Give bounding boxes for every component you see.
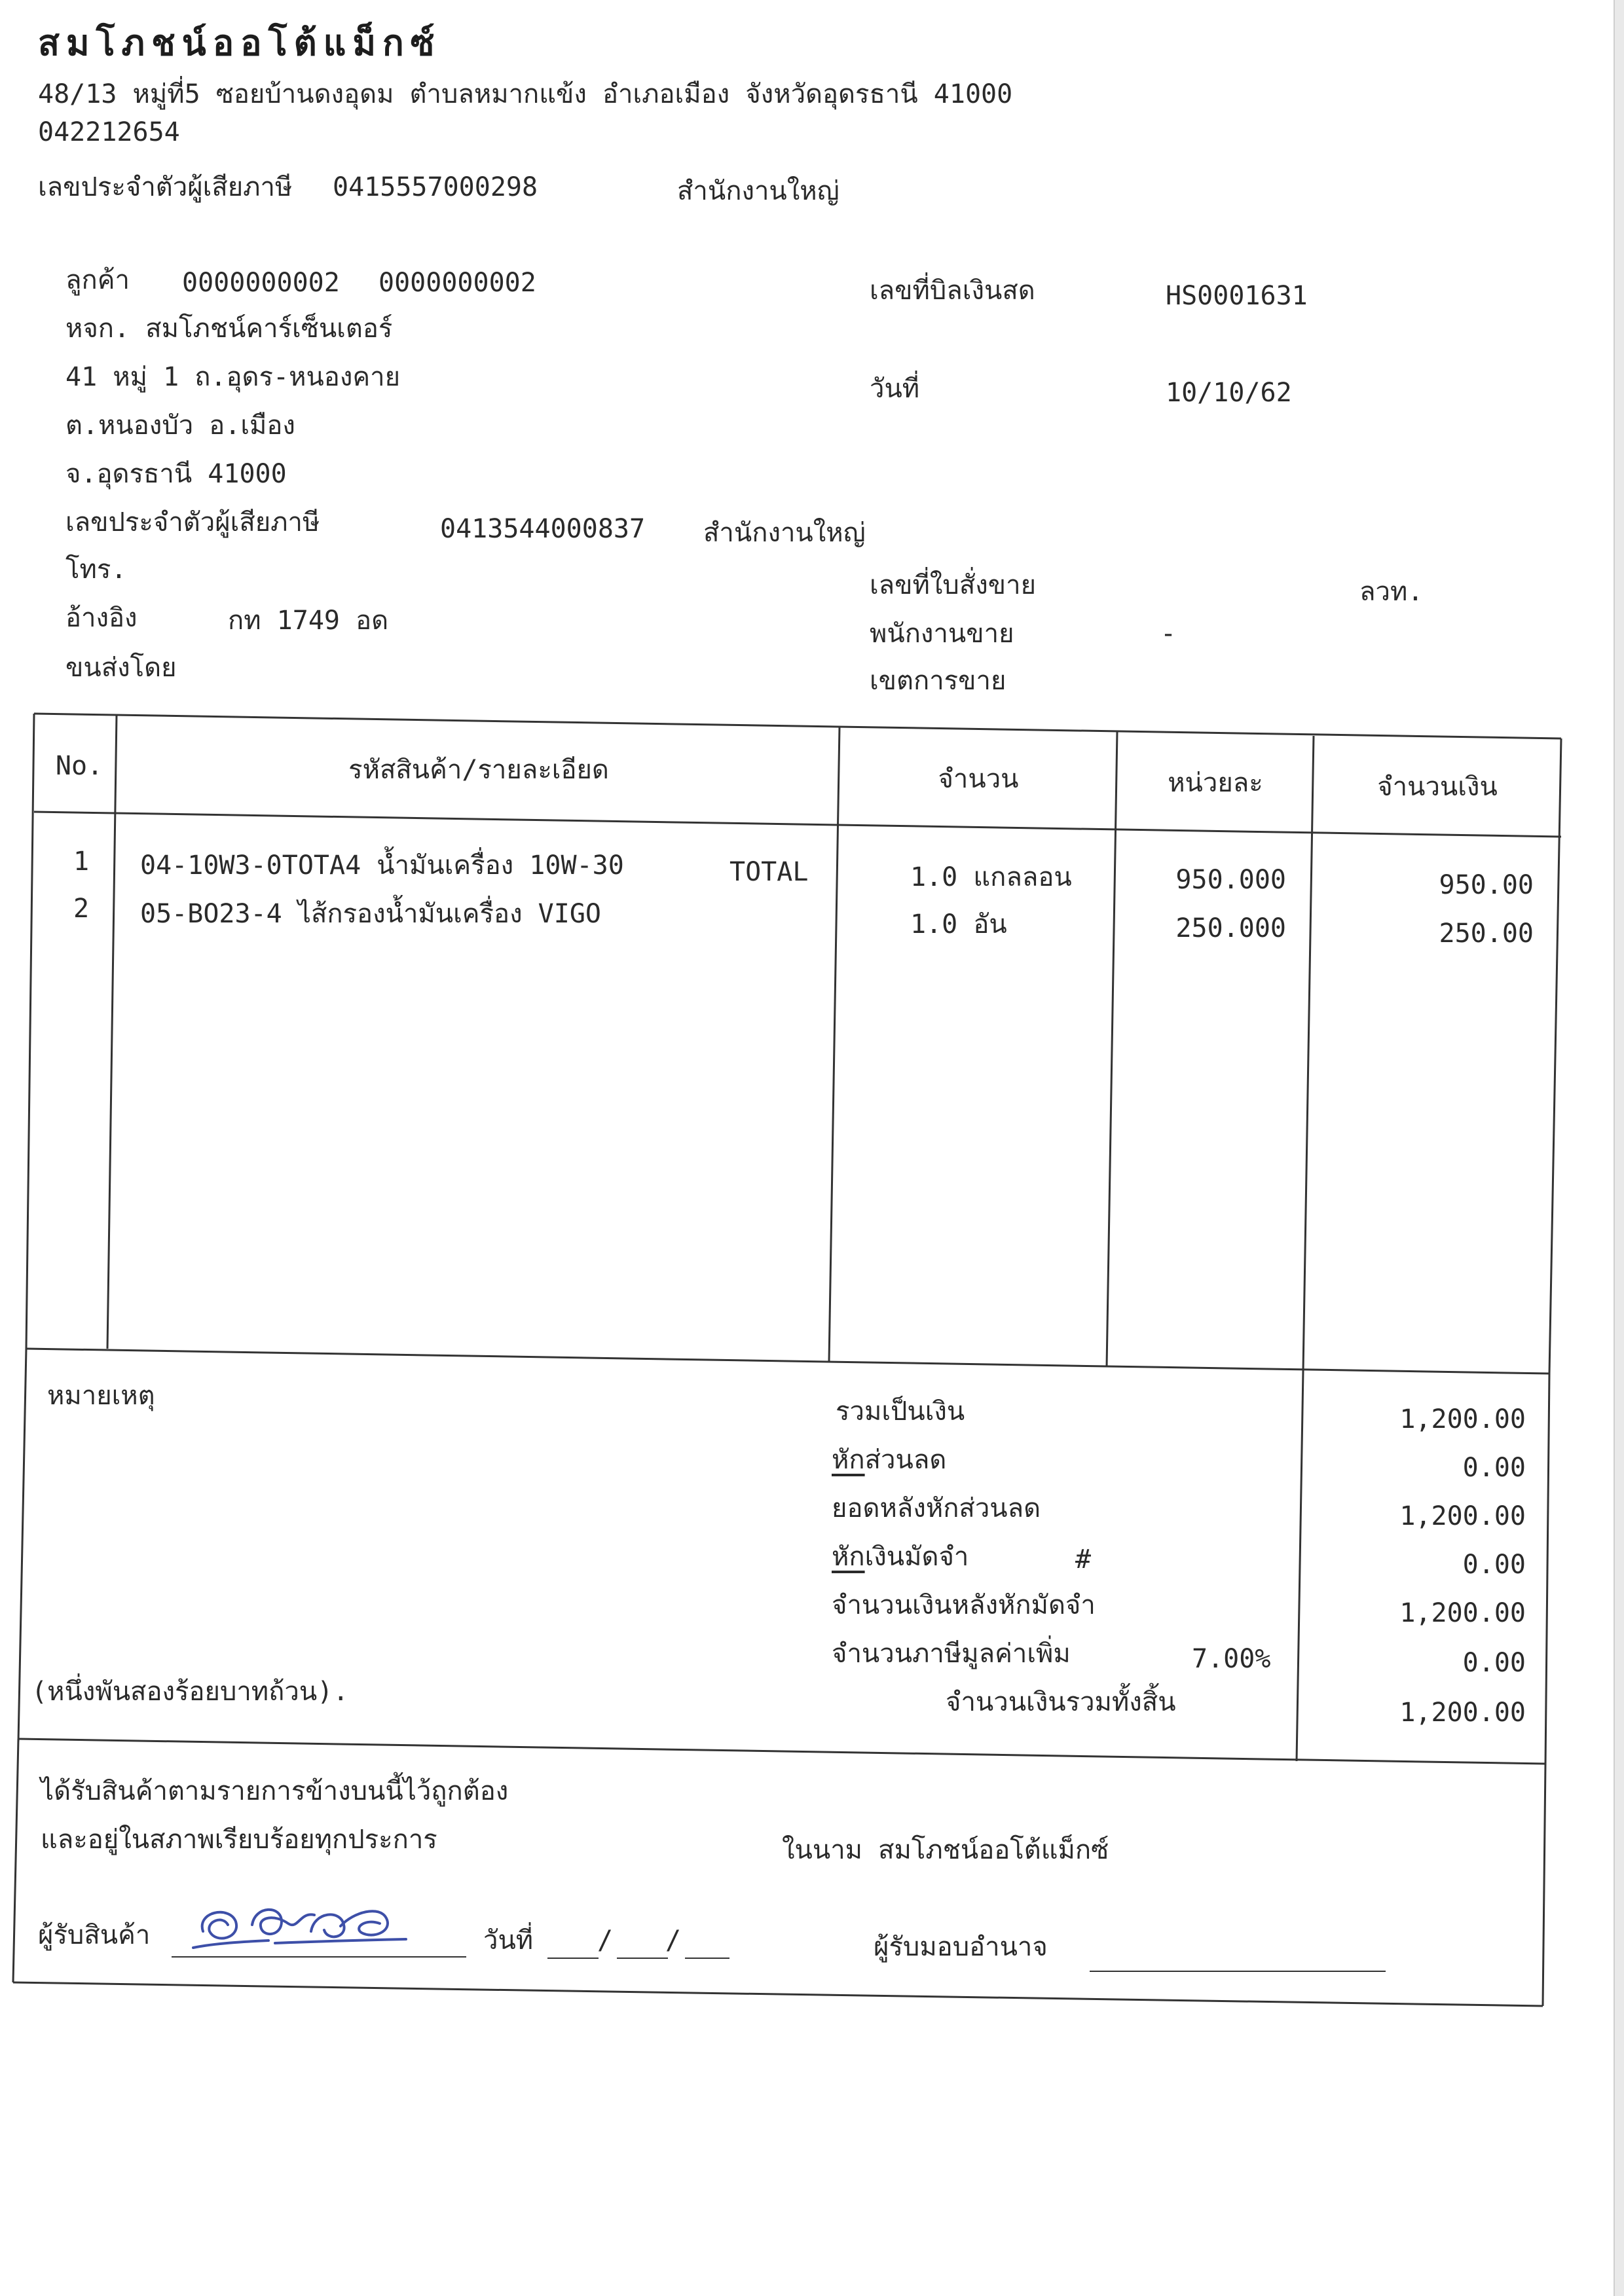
customer-address-2: ต.หนองบัว อ.เมือง [65,410,295,441]
customer-tax-id: 0413544000837 [440,514,646,544]
sales-order-label: เลขที่ใบสั่งขาย [870,570,1037,600]
sales-order-value: ลวท. [1359,577,1424,607]
company-name: สมโภชน์ออโต้แม็กซ์ [38,22,441,64]
remark-label: หมายเหตุ [47,1381,155,1411]
row-1-quantity: 1.0 แกลลอน [910,862,1072,892]
company-tax-label: เลขประจำตัวผู้เสียภาษี [38,172,293,202]
customer-address-1: 41 หมู่ 1 ถ.อุดร-หนองคาย [65,362,401,392]
header-quantity: จำนวน [938,764,1019,794]
after-deposit-label: จำนวนเงินหลังหักมัดจำ [832,1590,1096,1620]
receive-date-sep-2: / [665,1925,682,1956]
after-discount-value: 1,200.00 [1399,1501,1526,1531]
customer-tax-label: เลขประจำตัวผู้เสียภาษี [65,507,320,538]
receive-date-sep-1: / [597,1925,614,1956]
bill-date-value: 10/10/62 [1166,378,1292,408]
company-phone: 042212654 [38,117,180,147]
discount-text: ส่วนลด [864,1445,947,1475]
deposit-number-mark: # [1075,1544,1092,1575]
deposit-label [832,1541,969,1573]
discount-label [832,1444,946,1476]
discount-value: 0.00 [1462,1453,1526,1483]
customer-code2: 0000000002 [378,268,536,298]
bill-number-value: HS0001631 [1166,281,1308,311]
receive-date-month-line [617,1958,668,1959]
subtotal-label: รวมเป็นเงิน [836,1396,965,1427]
received-line-2: และอยู่ในสภาพเรียบร้อยทุกประการ [41,1825,437,1855]
row-2-unit-price: 250.000 [1175,913,1286,943]
deposit-prefix: หัก [832,1542,865,1572]
row-2-quantity: 1.0 อัน [910,909,1007,939]
salesperson-value: - [1160,619,1177,649]
row-1-amount: 950.00 [1439,870,1534,900]
row-2-description: 05-BO23-4 ไส้กรองน้ำมันเครื่อง VIGO [140,899,602,929]
row-1-brand: TOTAL [729,857,809,887]
company-address: 48/13 หมู่ที่5 ซอยบ้านดงอุดม ตำบลหมากแข้ง อำเภอเมือง จังหวัดอุดรธานี 41000 [38,79,1013,109]
row-2-no: 2 [73,894,90,924]
subtotal-value: 1,200.00 [1399,1404,1526,1434]
customer-branch: สำนักงานใหญ่ [703,518,866,548]
header-unit-price: หน่วยละ [1168,768,1263,798]
grand-total-value: 1,200.00 [1399,1698,1526,1728]
customer-code1: 0000000002 [182,268,340,298]
header-no: No. [55,751,103,781]
after-discount-label: ยอดหลังหักส่วนลด [832,1493,1041,1523]
customer-label: ลูกค้า [65,265,130,295]
receiver-label: ผู้รับสินค้า [38,1920,151,1950]
company-tax-id: 0415557000298 [333,172,538,202]
salesperson-label: พนักงานขาย [870,619,1014,649]
customer-address-3: จ.อุดรธานี 41000 [65,459,287,489]
receiver-signature [190,1886,413,1958]
on-behalf-of: ในนาม สมโภชน์ออโต้แม็กซ์ [782,1835,1109,1865]
after-deposit-value: 1,200.00 [1399,1598,1526,1628]
sales-area-label: เขตการขาย [870,666,1006,696]
bill-date-label: วันที่ [870,374,920,404]
receive-date-year-line [685,1958,729,1959]
receive-date-label: วันที่ [483,1925,534,1956]
received-line-1: ได้รับสินค้าตามรายการข้างบนนี้ไว้ถูกต้อง [41,1776,509,1806]
vat-rate: 7.00% [1192,1644,1271,1674]
vat-value: 0.00 [1462,1648,1526,1678]
row-1-description: 04-10W3-0TOTA4 น้ำมันเครื่อง 10W-30 [140,850,624,881]
bill-number-label: เลขที่บิลเงินสด [870,276,1035,306]
discount-prefix: หัก [832,1445,865,1475]
vat-label: จำนวนภาษีมูลค่าเพิ่ม [832,1639,1071,1669]
grand-total-label: จำนวนเงินรวมทั้งสิ้น [946,1687,1176,1717]
amount-in-words: (หนึ่งพันสองร้อยบาทถ้วน). [31,1677,349,1707]
customer-phone-label: โทร. [65,555,127,585]
row-1-unit-price: 950.000 [1175,865,1286,895]
reference-label: อ้างอิง [65,603,138,633]
receive-date-day-line [547,1958,599,1959]
header-description: รหัสสินค้า/รายละเอียด [348,755,609,785]
company-branch: สำนักงานใหญ่ [677,176,840,206]
row-2-amount: 250.00 [1439,919,1534,949]
row-1-no: 1 [73,847,90,877]
deposit-text: เงินมัดจำ [864,1542,969,1572]
customer-name: หจก. สมโภชน์คาร์เซ็นเตอร์ [65,314,393,344]
reference-value: กท 1749 อด [228,606,389,636]
authorized-label: ผู้รับมอบอำนาจ [874,1932,1048,1962]
header-amount: จำนวนเงิน [1377,772,1498,802]
authorized-signature-line [1090,1971,1386,1972]
shipping-label: ขนส่งโดย [65,653,177,683]
deposit-value: 0.00 [1462,1550,1526,1580]
